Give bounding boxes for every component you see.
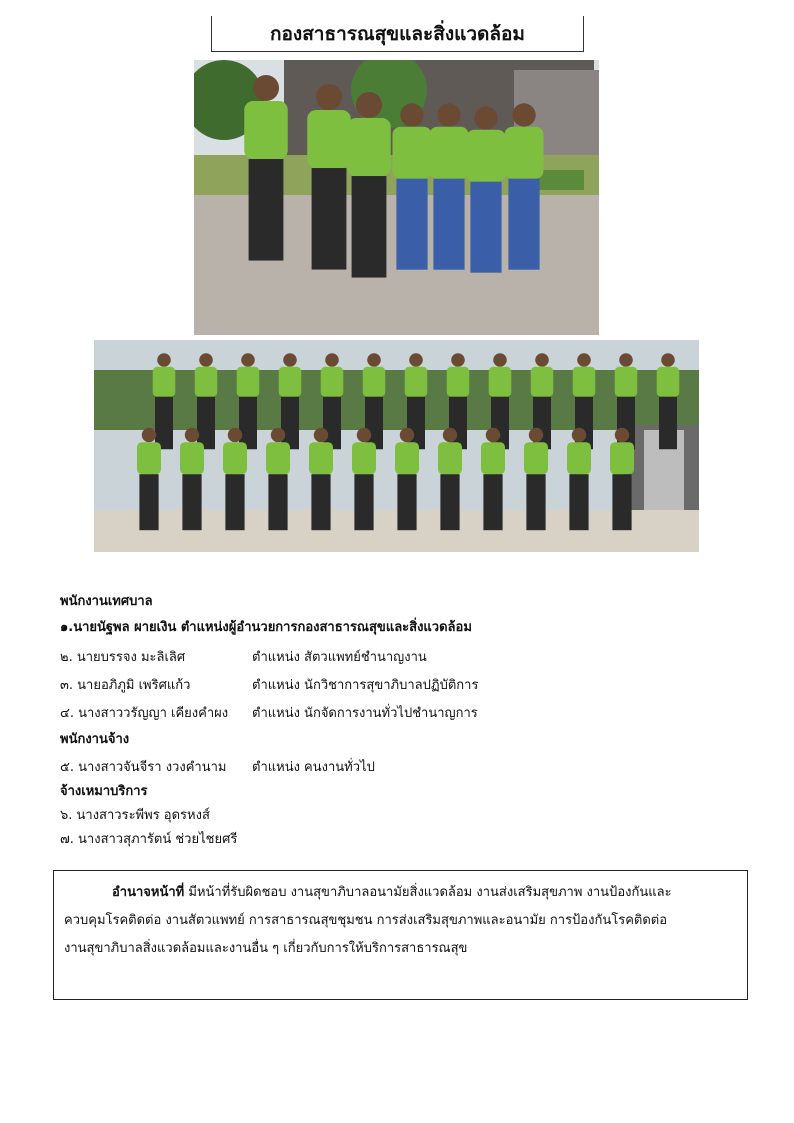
staff-position: ตำแหน่ง นักจัดการงานทั่วไปชำนาญการ [252,706,478,721]
staff-row [60,702,478,723]
staff-position: ตำแหน่ง นักวิชาการสุขาภิบาลปฏิบัติการ [252,678,479,693]
staff-name: ๓. นายอภิภูมิ เพริศแก้ว [60,678,191,693]
duty-line: งานสุขาภิบาลสิ่งแวดล้อมและงานอื่น ๆ เกี่ยวกับการให้บริการสาธารณสุข [64,941,468,956]
person-figure [352,428,376,530]
person-figure [505,103,544,269]
staff-name: ๕. นางสาวจันจีรา งวงคำนาม [60,760,227,775]
person-figure [309,428,333,530]
person-figure [266,428,290,530]
person-figure [438,428,462,530]
person-figure [610,428,634,530]
page-title: กองสาธารณสุขและสิ่งแวดล้อม [211,16,584,52]
person-figure [393,103,432,269]
group-photo-staff [94,340,699,552]
person-figure [467,106,506,272]
staff-position: ตำแหน่ง สัตวแพทย์ชำนาญงาน [252,650,427,665]
photo-illustration [94,340,699,552]
duty-box [53,870,748,1000]
staff-row [60,756,375,777]
service-row: ๗. นางสาวสุภารัตน์ ช่วยไชยศรี [60,832,238,847]
person-figure [567,428,591,530]
group-photo-leaders [194,60,599,335]
duty-line [64,879,737,907]
person-figure [430,103,469,269]
photo-illustration [194,60,599,335]
person-figure [180,428,204,530]
section-heading-service-contract: จ้างเหมาบริการ [60,784,148,799]
person-figure [481,428,505,530]
section-heading-contract-staff: พนักงานจ้าง [60,732,130,747]
person-figure [137,428,161,530]
duty-label: อำนาจหน้าที่ [112,885,185,900]
staff-name: ๒. นายบรรจง มะลิเลิศ [60,650,186,665]
staff-row [60,646,427,667]
person-figure [307,84,351,270]
person-figure [395,428,419,530]
section-heading-municipal-staff: พนักงานเทศบาล [60,594,153,609]
duty-text: มีหน้าที่รับผิดชอบ งานสุขาภิบาลอนามัยสิ่งแวดล้อม งานส่งเสริมสุขภาพ งานป้องกันและ [184,885,672,900]
service-row: ๖. นางสาวระพีพร อุดรหงส์ [60,808,210,823]
person-figure [244,75,288,261]
staff-row [60,674,478,695]
staff-head: ๑.นายนัฐพล ผายเงิน ตำแหน่งผู้อำนวยการกองสาธารณสุขและสิ่งแวดล้อม [60,620,472,635]
duty-line: ควบคุมโรคติดต่อ งานสัตวแพทย์ การสาธารณสุขชุมชน การส่งเสริมสุขภาพและอนามัย การป้องกันโรคติดต่อ [64,913,668,928]
person-figure [347,92,391,278]
staff-name: ๔. นางสาววรัญญา เคียงคำผง [60,706,229,721]
person-figure [223,428,247,530]
person-figure [524,428,548,530]
person-figure [657,353,680,449]
staff-position: ตำแหน่ง คนงานทั่วไป [252,760,375,775]
